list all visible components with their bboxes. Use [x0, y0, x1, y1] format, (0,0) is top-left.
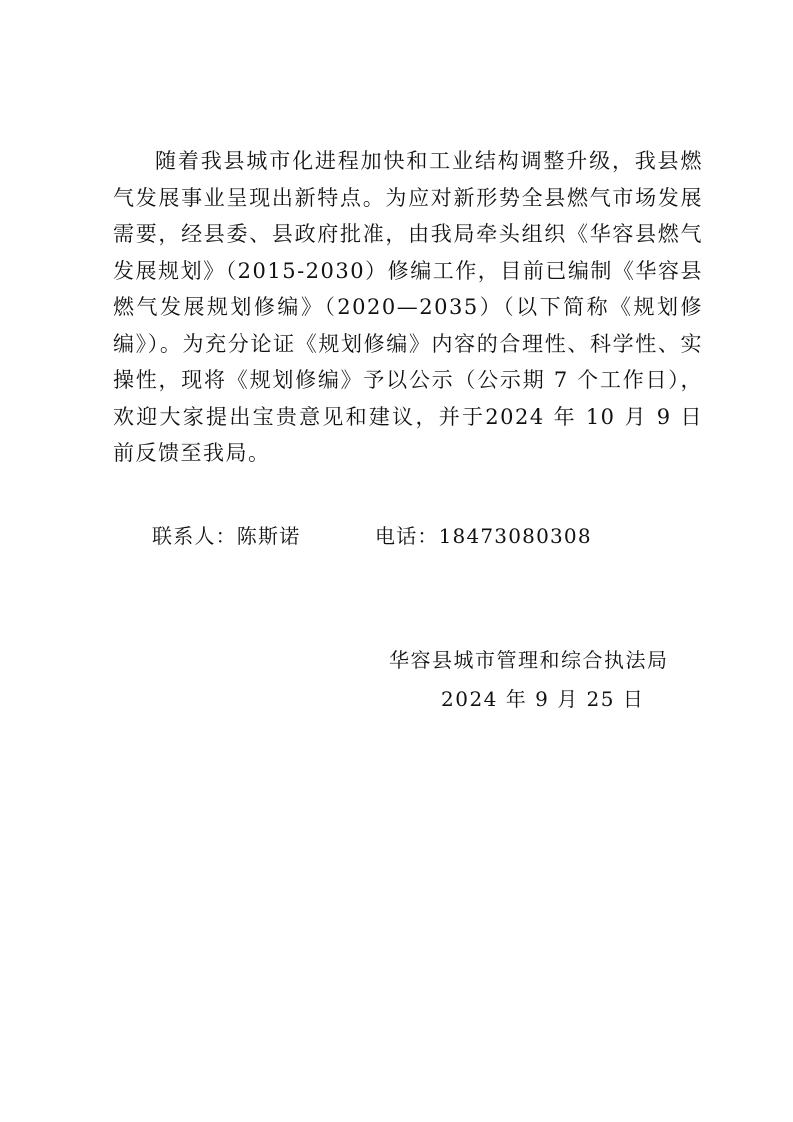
- signature-organization: 华容县城市管理和综合执法局: [389, 648, 669, 672]
- announcement-paragraph: 随着我县城市化进程加快和工业结构调整升级，我县燃气发展事业呈现出新特点。为应对新形势全县燃气市场发展需要，经县委、县政府批准，由我局牵头组织《华容县燃气发展规划》（2015-2030）修编工作，目前已编制《华容县燃气发展规划修编》（2020—2035）（以下简称《规划修编》）。为充分论证《规划修编》内容的合理性、科学性、实操性，现将《规划修编》予以公示（公示期 7 个工作日），欢迎大家提出宝贵意见和建议，并于2024 年 10 月 9 日前反馈至我局。: [113, 149, 703, 465]
- signature-date: 2024 年 9 月 25 日: [441, 687, 645, 711]
- contact-person: 联系人：陈斯诺: [152, 524, 301, 548]
- contact-phone: 电话：18473080308: [375, 524, 592, 548]
